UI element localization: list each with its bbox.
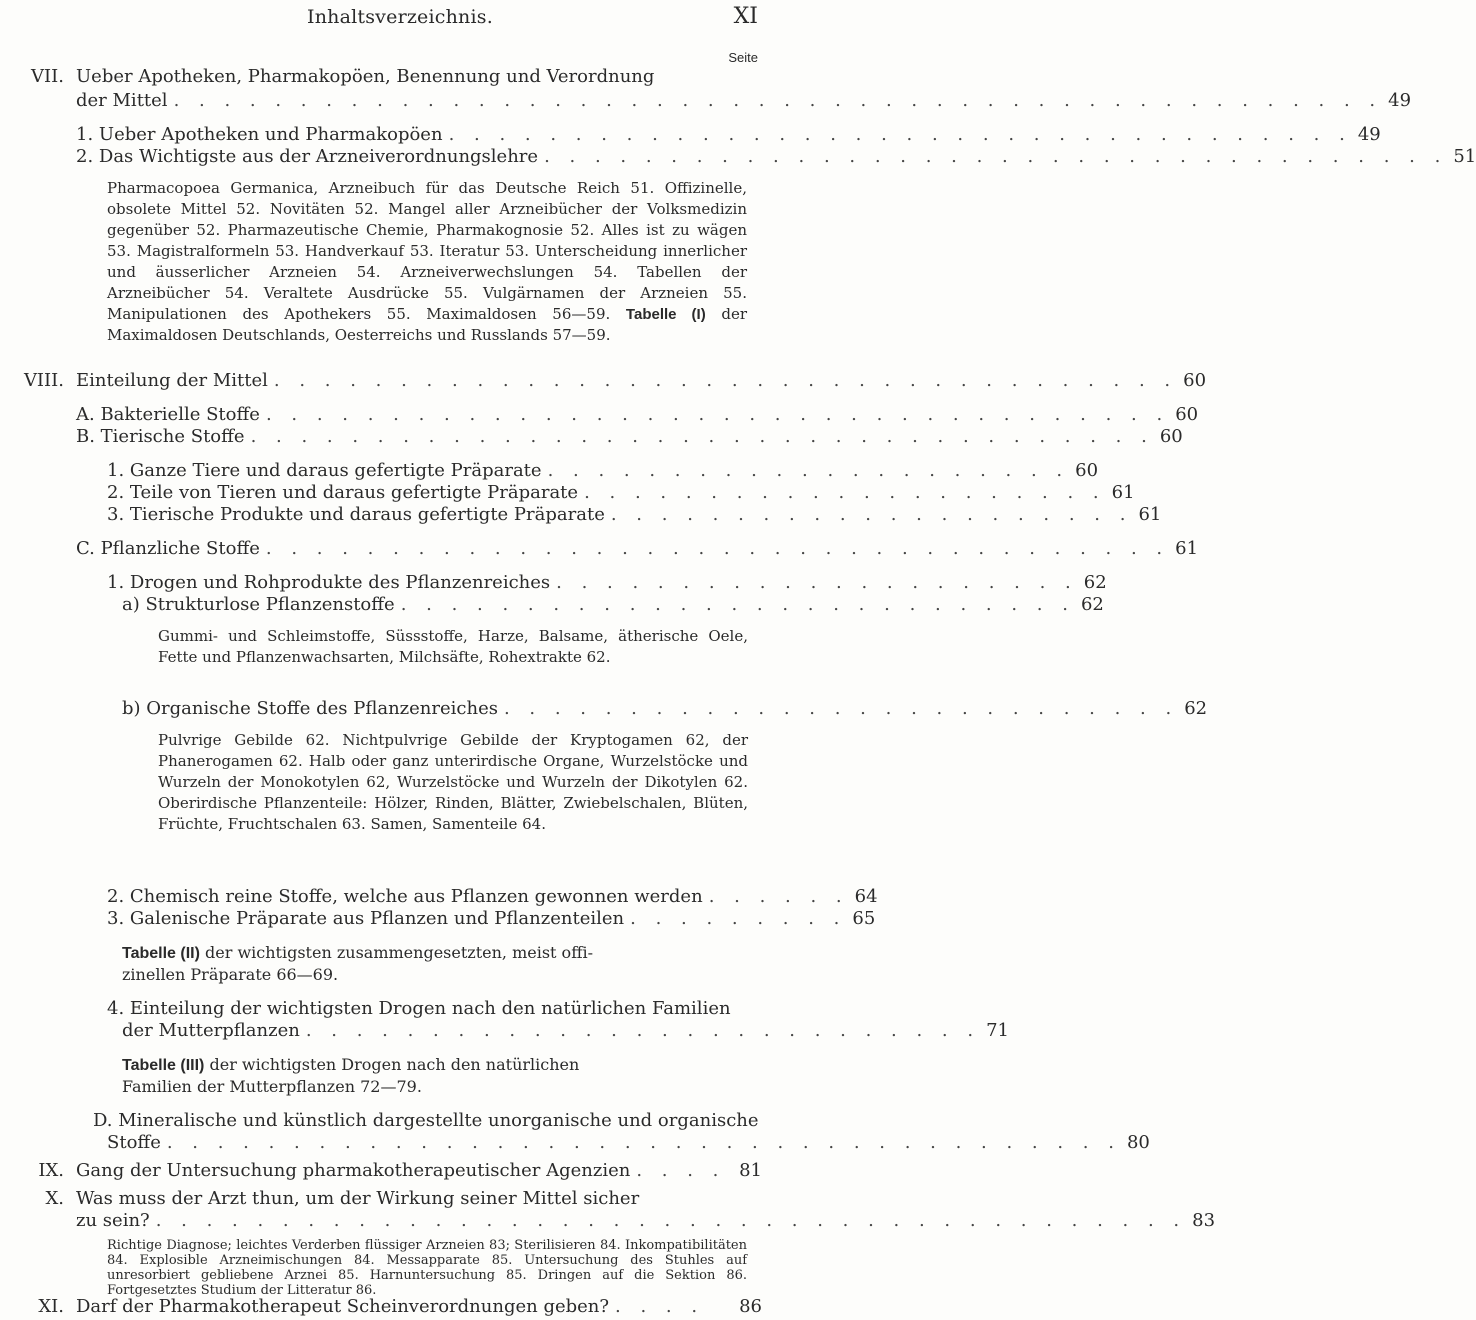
- toc-entry-page: 62: [1083, 572, 1107, 593]
- toc-entry-page: 71: [986, 1020, 1009, 1041]
- toc-entry-text: D. Mineralische und künstlich dargestellte unorganische und organische: [93, 1110, 759, 1131]
- toc-entry-page: 60: [1175, 404, 1199, 425]
- summary-paragraph: Gummi- und Schleimstoffe, Süssstoffe, Harze, Balsame, ätherische Oele, Fette und Pflanzenwachsarten, Milchsäfte, Rohextrakte 62.: [158, 627, 748, 666]
- toc-entry-text: 2. Chemisch reine Stoffe, welche aus Pflanzen gewonnen werden: [107, 886, 703, 907]
- seite-column-label: Seite: [728, 50, 758, 65]
- toc-entry-text: 1. Drogen und Rohprodukte des Pflanzenreiches: [107, 572, 551, 593]
- summary-paragraph: Richtige Diagnose; leichtes Verderben flüssiger Arzneien 83; Sterilisieren 84. Inkompatibilitäten 84. Explosible Arzneimischungen 84. Messapparate 85. Untersuchung des Stuhles auf unresorbiert gebliebene Arznei 85. Harnuntersuchung 85. Dringen auf die Sektion 86. Fortgesetztes Studium der Litteratur 86.: [107, 1238, 747, 1298]
- toc-entry-text: 1. Ueber Apotheken und Pharmakopöen: [76, 124, 443, 145]
- toc-entry-text: b) Organische Stoffe des Pflanzenreiches: [122, 698, 498, 719]
- chapter-number: VII.: [31, 66, 64, 87]
- toc-entry-page: 81: [739, 1160, 762, 1181]
- toc-entry-text: 3. Tierische Produkte und daraus gefertigte Präparate: [107, 504, 605, 525]
- page-number-roman: XI: [733, 4, 758, 29]
- table-reference-continued: zinellen Präparate 66—69.: [122, 965, 339, 984]
- toc-entry-page: 60: [1183, 370, 1207, 391]
- toc-entry[interactable]: 3. Galenische Präparate aus Pflanzen und Pflanzenteilen . . . . . . . . . 65: [107, 908, 876, 929]
- toc-entry-page: 80: [1126, 1132, 1150, 1153]
- toc-entry-text: C. Pflanzliche Stoffe: [76, 538, 260, 559]
- toc-entry[interactable]: a) Strukturlose Pflanzenstoffe . . . . . . . . . . . . . . . . . . . . . . . . . . . 62: [122, 594, 1104, 615]
- chapter-number: XI.: [38, 1296, 64, 1317]
- toc-entry-text: 2. Teile von Tieren und daraus gefertigte Präparate: [107, 482, 579, 503]
- toc-entry-page: 62: [1184, 698, 1208, 719]
- table-reference: Tabelle (III) der wichtigsten Drogen nach den natürlichen: [122, 1055, 580, 1074]
- toc-entry-page: 51: [1453, 146, 1476, 167]
- toc-entry[interactable]: 1. Ganze Tiere und daraus gefertigte Präparate . . . . . . . . . . . . . . . . . . . . . 60: [107, 460, 1099, 481]
- toc-entry[interactable]: 2. Chemisch reine Stoffe, welche aus Pflanzen gewonnen werden . . . . . . 64: [107, 886, 878, 907]
- toc-entry[interactable]: 1. Ueber Apotheken und Pharmakopöen . . . . . . . . . . . . . . . . . . . . . . . . . . . . . . . . . . . . 49: [76, 124, 1381, 145]
- toc-entry[interactable]: der Mittel . . . . . . . . . . . . . . . . . . . . . . . . . . . . . . . . . . . . . . . . . . . . . . . . 49: [76, 90, 1412, 111]
- toc-entry[interactable]: 3. Tierische Produkte und daraus gefertigte Präparate . . . . . . . . . . . . . . . . . . . . . 61: [107, 504, 1162, 525]
- chapter-title: Was muss der Arzt thun, um der Wirkung seiner Mittel sicher: [76, 1188, 640, 1209]
- summary-paragraph: Pharmacopoea Germanica, Arzneibuch für das Deutsche Reich 51. Offizinelle, obsolete Mittel 52. Novitäten 52. Mangel aller Arzneibücher der Volksmedizin gegenüber 52. Pharmazeutische Chemie, Pharmakognosie 52. Alles ist zu wägen 53. Magistralformeln 53. Handverkauf 53. Iteratur 53. Unterscheidung innerlicher und äusserlicher Arzneien 54. Arzneiverwechslungen 54. Tabellen der Arzneibücher 54. Veraltete Ausdrücke 55. Vulgärnamen der Arzneien 55. Manipulationen des Apothekers 55. Maximaldosen 56—59. Tabelle (I) der Maximaldosen Deutschlands, Oesterreichs und Russlands 57—59.: [107, 179, 748, 344]
- toc-entry-text: Stoffe: [107, 1132, 161, 1153]
- toc-entry-page: 61: [1175, 538, 1199, 559]
- toc-entry[interactable]: b) Organische Stoffe des Pflanzenreiches . . . . . . . . . . . . . . . . . . . . . . . . . . . 62: [122, 698, 1208, 719]
- toc-entry[interactable]: zu sein? . . . . . . . . . . . . . . . . . . . . . . . . . . . . . . . . . . . . . . . . . 83: [76, 1210, 1216, 1231]
- chapter-number: IX.: [38, 1160, 64, 1181]
- toc-entry[interactable]: der Mutterpflanzen . . . . . . . . . . . . . . . . . . . . . . . . . . . 71: [122, 1020, 1009, 1041]
- toc-entry[interactable]: A. Bakterielle Stoffe . . . . . . . . . . . . . . . . . . . . . . . . . . . . . . . . . . . . 60: [76, 404, 1199, 425]
- toc-entry-page: 83: [1192, 1210, 1216, 1231]
- toc-entry-text: Einteilung der Mittel: [76, 370, 268, 391]
- toc-entry-text: 3. Galenische Präparate aus Pflanzen und Pflanzenteilen: [107, 908, 625, 929]
- toc-entry-page: 60: [1075, 460, 1099, 481]
- toc-entry-page: 49: [1388, 90, 1412, 111]
- toc-entry-text: zu sein?: [76, 1210, 150, 1231]
- toc-entry-page: 62: [1080, 594, 1104, 615]
- toc-entry-text: a) Strukturlose Pflanzenstoffe: [122, 594, 395, 615]
- table-reference: Tabelle (II) der wichtigsten zusammengesetzten, meist offi-: [122, 943, 594, 962]
- toc-entry-text: 1. Ganze Tiere und daraus gefertigte Präparate: [107, 460, 542, 481]
- table-reference-continued: Familien der Mutterpflanzen 72—79.: [122, 1077, 422, 1096]
- toc-entry[interactable]: Einteilung der Mittel . . . . . . . . . . . . . . . . . . . . . . . . . . . . . . . . . . . . 60: [76, 370, 1207, 391]
- toc-entry-page: 65: [852, 908, 876, 929]
- toc-entry[interactable]: Stoffe . . . . . . . . . . . . . . . . . . . . . . . . . . . . . . . . . . . . . . 80: [107, 1132, 1150, 1153]
- toc-entry[interactable]: 2. Teile von Tieren und daraus gefertigte Präparate . . . . . . . . . . . . . . . . . . . . . 61: [107, 482, 1135, 503]
- chapter-title: Ueber Apotheken, Pharmakopöen, Benennung und Verordnung: [76, 66, 655, 87]
- toc-entry[interactable]: 1. Drogen und Rohprodukte des Pflanzenreiches . . . . . . . . . . . . . . . . . . . . . 62: [107, 572, 1107, 593]
- chapter-number: VIII.: [23, 370, 64, 391]
- toc-entry[interactable]: Gang der Untersuchung pharmakotherapeutischer Agenzien . . . . 81: [76, 1160, 762, 1181]
- toc-entry-text: der Mutterpflanzen: [122, 1020, 300, 1041]
- toc-entry-text: Gang der Untersuchung pharmakotherapeutischer Agenzien: [76, 1160, 631, 1181]
- toc-entry[interactable]: Darf der Pharmakotherapeut Scheinverordnungen geben? . . . . 86: [76, 1296, 762, 1317]
- toc-entry[interactable]: 2. Das Wichtigste aus der Arzneiverordnungslehre . . . . . . . . . . . . . . . . . . . . . . . . . . . . . . . . . . . . 51: [76, 146, 1476, 167]
- toc-entry-text: Darf der Pharmakotherapeut Scheinverordnungen geben?: [76, 1296, 610, 1317]
- toc-entry-page: 49: [1357, 124, 1381, 145]
- toc-entry-page: 86: [739, 1296, 762, 1317]
- toc-entry-text: B. Tierische Stoffe: [76, 426, 245, 447]
- toc-entry[interactable]: B. Tierische Stoffe . . . . . . . . . . . . . . . . . . . . . . . . . . . . . . . . . . . . 60: [76, 426, 1183, 447]
- toc-entry-page: 64: [854, 886, 878, 907]
- chapter-number: X.: [45, 1188, 64, 1209]
- toc-entry-page: 61: [1111, 482, 1135, 503]
- toc-entry[interactable]: C. Pflanzliche Stoffe . . . . . . . . . . . . . . . . . . . . . . . . . . . . . . . . . . . . 61: [76, 538, 1199, 559]
- toc-entry-page: 61: [1138, 504, 1162, 525]
- summary-paragraph: Pulvrige Gebilde 62. Nichtpulvrige Gebilde der Kryptogamen 62, der Phanerogamen 62. Halb oder ganz unterirdische Organe, Wurzelstöcke und Wurzeln der Monokotylen 62, Wurzelstöcke und Wurzeln der Dikotylen 62. Oberirdische Pflanzenteile: Hölzer, Rinden, Blätter, Zwiebelschalen, Blüten, Früchte, Fruchtschalen 63. Samen, Samenteile 64.: [158, 731, 748, 833]
- toc-entry-page: 60: [1159, 426, 1183, 447]
- toc-entry-text: 4. Einteilung der wichtigsten Drogen nach den natürlichen Familien: [107, 998, 731, 1019]
- toc-entry-text: A. Bakterielle Stoffe: [76, 404, 260, 425]
- toc-entry-text: der Mittel: [76, 90, 168, 111]
- toc-entry-text: 2. Das Wichtigste aus der Arzneiverordnungslehre: [76, 146, 539, 167]
- running-header-title: Inhaltsverzeichnis.: [307, 6, 493, 28]
